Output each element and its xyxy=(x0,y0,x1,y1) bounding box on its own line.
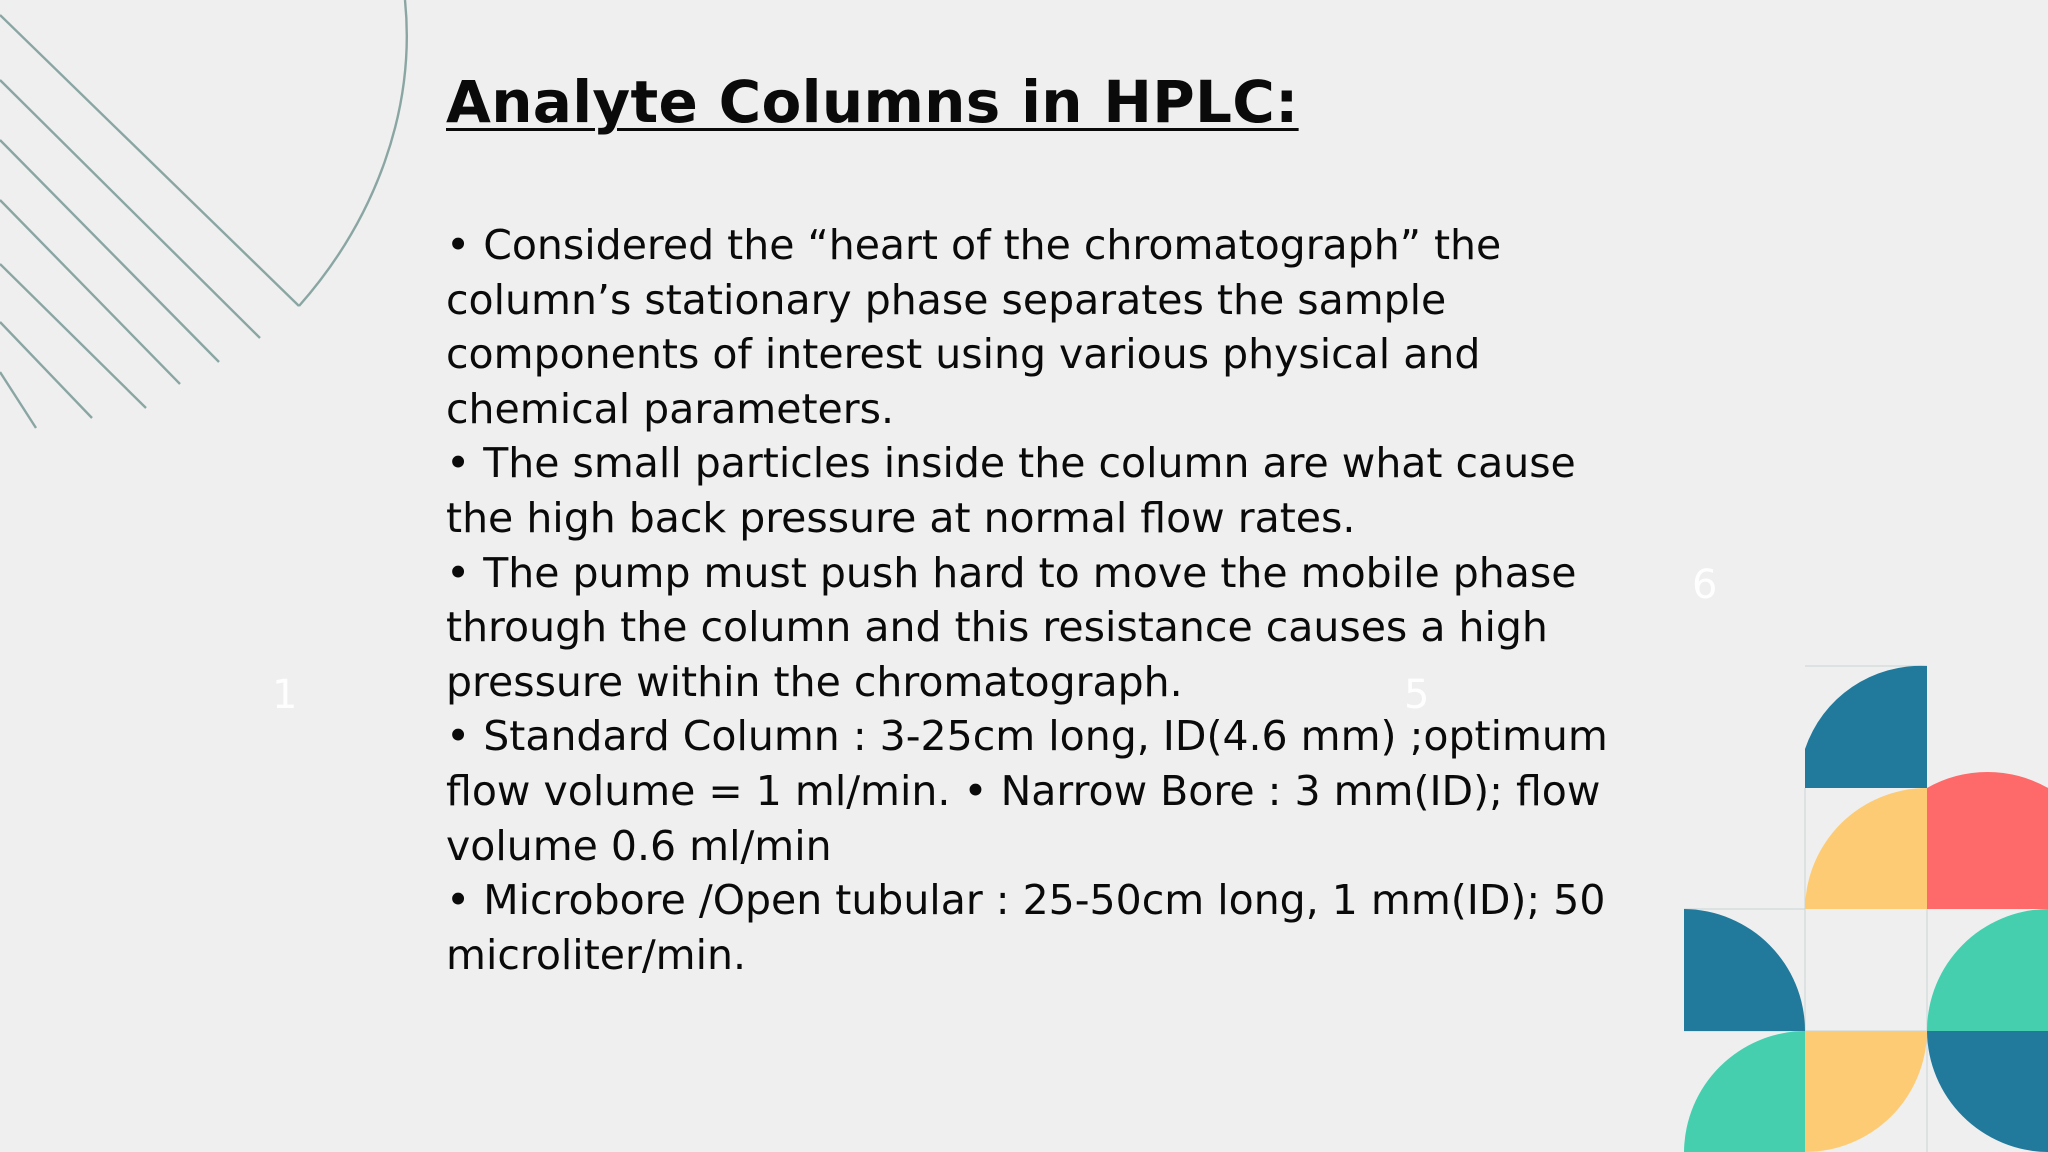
text-line: • The small particles inside the column are what cause xyxy=(446,439,1576,488)
text-line: column’s stationary phase separates the sample xyxy=(446,275,1447,324)
text-line: the high back pressure at normal flow rates. xyxy=(446,493,1356,542)
text-line: • Considered the “heart of the chromatograph” the xyxy=(446,221,1502,269)
text-line: • Microbore /Open tubular : 25-50cm long, 1 mm(ID); 50 xyxy=(446,876,1606,925)
text-line: through the column and this resistance causes a high xyxy=(446,603,1548,652)
text-line: flow volume = 1 ml/min. • Narrow Bore : 3 mm(ID); flow xyxy=(446,766,1601,815)
text-line: • Standard Column : 3-25cm long, ID(4.6 mm) ;optimum xyxy=(446,712,1608,761)
text-line: chemical parameters. xyxy=(446,384,895,433)
body-text xyxy=(446,218,1686,982)
text-line: volume 0.6 ml/min xyxy=(446,821,832,870)
ghost-number-5: 5 xyxy=(1404,672,1430,718)
ghost-number-1: 1 xyxy=(272,672,298,718)
slide-title: Analyte Columns in HPLC: xyxy=(446,68,1299,136)
text-line: • The pump must push hard to move the mobile phase xyxy=(446,548,1577,597)
text-line: components of interest using various physical and xyxy=(446,330,1481,379)
geometric-tiles-decoration xyxy=(1680,662,2048,1152)
text-line: pressure within the chromatograph. xyxy=(446,657,1183,706)
ghost-number-6: 6 xyxy=(1692,562,1718,608)
line-art-decoration xyxy=(0,0,430,440)
text-line: microliter/min. xyxy=(446,930,747,979)
